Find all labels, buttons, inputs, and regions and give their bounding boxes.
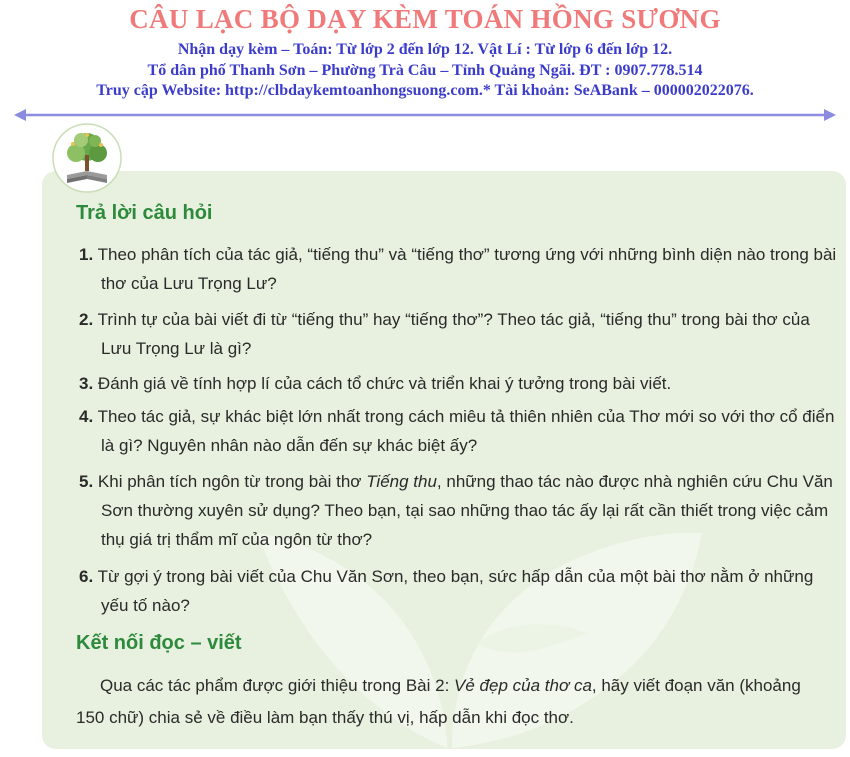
tree-book-icon bbox=[50, 123, 124, 193]
question-5 bbox=[76, 467, 841, 554]
header-website: Truy cập Website: http://clbdaykemtoanhongsuong.com.* Tài khoản: SeABank – 000002022076. bbox=[96, 82, 754, 99]
section-heading-reading-writing: Kết nối đọc – viết bbox=[76, 632, 242, 654]
header-services: Nhận dạy kèm – Toán: Từ lớp 2 đến lớp 12. Vật Lí : Từ lớp 6 đến lớp 12. bbox=[177, 41, 673, 58]
question-3 bbox=[76, 369, 841, 398]
lesson-title-italic: Vẻ đẹp của thơ ca bbox=[454, 676, 592, 695]
header-address: Tổ dân phố Thanh Sơn – Phường Trà Câu – Tỉnh Quảng Ngãi. ĐT : 0907.778.514 bbox=[147, 62, 703, 79]
section-heading-answer-questions: Trả lời câu hỏi bbox=[76, 202, 213, 224]
club-title: CÂU LẠC BỘ DẠY KÈM TOÁN HỒNG SƯƠNG bbox=[129, 4, 721, 34]
question-number: 4. bbox=[79, 407, 94, 426]
prompt-text: Qua các tác phẩm được giới thiệu trong Bài 2: bbox=[100, 676, 455, 695]
prompt-text-cont: , hãy viết đoạn văn (khoảng 150 chữ) chia sẻ về điều làm bạn thấy thú vị, hấp dẫn khi đọc thơ. bbox=[76, 676, 801, 727]
question-2 bbox=[76, 305, 841, 363]
double-arrow-divider bbox=[14, 108, 836, 122]
question-number: 5. bbox=[79, 472, 94, 491]
question-text: Từ gợi ý trong bài viết của Chu Văn Sơn, theo bạn, sức hấp dẫn của một bài thơ nằm ở những yếu tố nào? bbox=[97, 567, 814, 615]
question-number: 6. bbox=[79, 567, 94, 586]
question-text: Theo phân tích của tác giả, “tiếng thu” và “tiếng thơ” tương ứng với những bình diện nào trong bài thơ của Lưu Trọng Lư? bbox=[97, 245, 837, 293]
question-6 bbox=[76, 562, 841, 620]
poem-title-italic: Tiếng thu bbox=[366, 472, 437, 491]
writing-prompt bbox=[76, 670, 824, 734]
question-number: 2. bbox=[79, 310, 94, 329]
question-text: Theo tác giả, sự khác biệt lớn nhất trong cách miêu tả thiên nhiên của Thơ mới so với thơ cổ điển là gì? Nguyên nhân nào dẫn đến sự khác biệt ấy? bbox=[97, 407, 835, 455]
question-text: Trình tự của bài viết đi từ “tiếng thu” hay “tiếng thơ”? Theo tác giả, “tiếng thu” trong bài thơ của Lưu Trọng Lư là gì? bbox=[97, 310, 810, 358]
question-text: Đánh giá về tính hợp lí của cách tổ chức và triển khai ý tưởng trong bài viết. bbox=[97, 374, 672, 393]
question-number: 1. bbox=[79, 245, 94, 264]
question-1 bbox=[76, 240, 841, 298]
question-text-cont: , những thao tác nào được nhà nghiên cứu Chu Văn Sơn thường xuyên sử dụng? Theo bạn, tại sao những thao tác ấy lại rất cần thiết trong việc cảm thụ giá trị thẩm mĩ của ngôn từ thơ? bbox=[101, 472, 833, 549]
question-number: 3. bbox=[79, 374, 94, 393]
question-text: Khi phân tích ngôn từ trong bài thơ bbox=[97, 472, 367, 491]
question-4 bbox=[76, 402, 841, 460]
